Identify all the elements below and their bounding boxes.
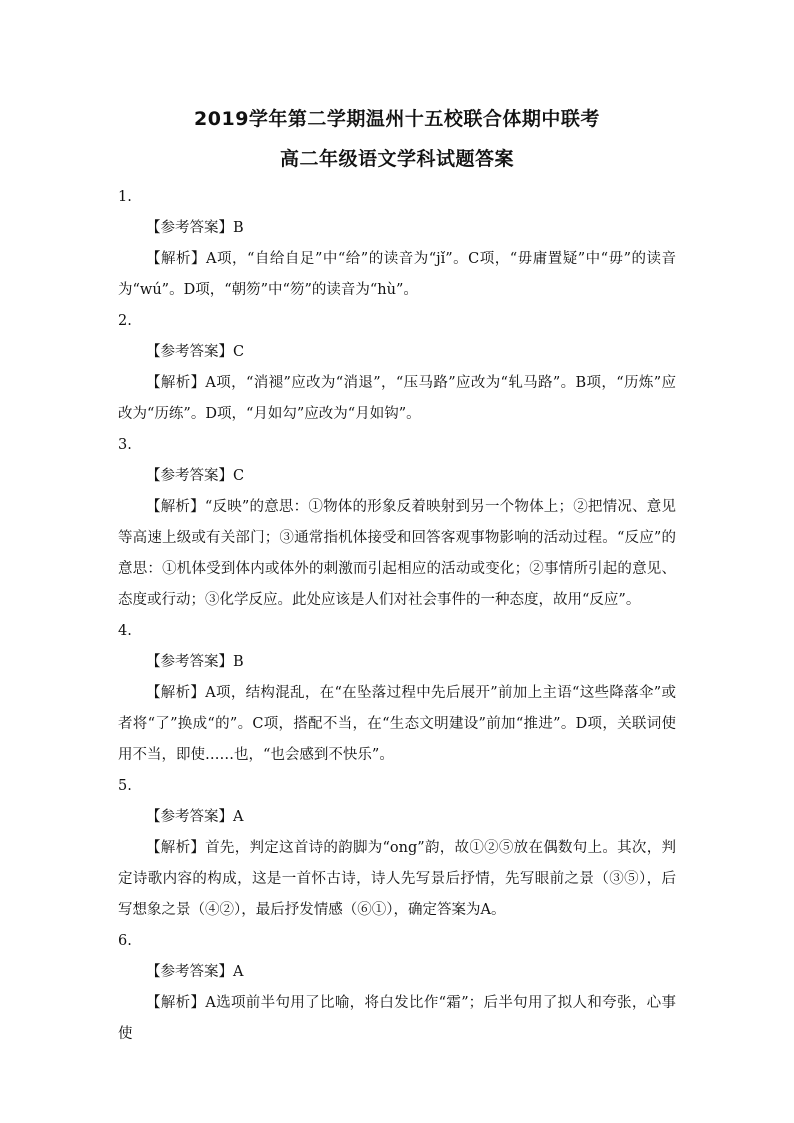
analysis-text: 【解析】首先，判定这首诗的韵脚为“ong”韵，故①②⑤放在偶数句上。其次，判定诗歌内容的构成，这是一首怀古诗，诗人先写景后抒情，先写眼前之景（③⑤），后写想象之景（④②），最后抒发情感（⑥①），确定答案为A。 <box>118 840 676 918</box>
document-subtitle: 高二年级语文学科试题答案 <box>279 148 514 170</box>
analysis-text: 【解析】A项，结构混乱，在“在坠落过程中先后展开”前加上主语“这些降落伞”或者将“了”换成“的”。C项，搭配不当，在“生态文明建设”前加“推进”。D项，关联词使用不当，即使……也，“也会感到不快乐”。 <box>118 685 676 763</box>
reference-answer: 【参考答案】B <box>146 654 244 670</box>
question-number: 4. <box>118 623 132 639</box>
question-number: 6. <box>118 933 132 949</box>
reference-answer: 【参考答案】C <box>146 344 245 360</box>
question-4 <box>118 616 676 771</box>
question-number: 3. <box>118 437 132 453</box>
question-2 <box>118 306 676 430</box>
analysis-text: 【解析】A项，“自给自足”中“给”的读音为“jǐ”。C项，“毋庸置疑”中“毋”的读音为“wú”。D项，“朝笏”中“笏”的读音为“hù”。 <box>118 251 676 298</box>
document-title: 2019学年第二学期温州十五校联合体期中联考 <box>194 108 600 130</box>
analysis-text: 【解析】A选项前半句用了比喻，将白发比作“霜”；后半句用了拟人和夸张，心事使 <box>118 995 676 1042</box>
analysis-text: 【解析】A项，“消褪”应改为“消退”，“压马路”应改为“轧马路”。B项，“历炼”应改为“历练”。D项，“月如勾”应改为“月如钩”。 <box>118 375 676 422</box>
question-5 <box>118 771 676 926</box>
question-number: 2. <box>118 313 132 329</box>
reference-answer: 【参考答案】B <box>146 220 244 236</box>
question-number: 1. <box>118 189 132 205</box>
question-number: 5. <box>118 778 132 794</box>
question-1 <box>118 182 676 306</box>
analysis-text: 【解析】“反映”的意思：①物体的形象反着映射到另一个物体上；②把情况、意见等高速上级或有关部门；③通常指机体接受和回答客观事物影响的活动过程。“反应”的意思：①机体受到体内或体外的刺激而引起相应的活动或变化；②事情所引起的意见、态度或行动；③化学反应。此处应该是人们对社会事件的一种态度，故用“反应”。 <box>118 499 676 608</box>
reference-answer: 【参考答案】A <box>146 809 244 825</box>
question-3 <box>118 430 676 616</box>
reference-answer: 【参考答案】A <box>146 964 244 980</box>
question-6 <box>118 926 676 1050</box>
reference-answer: 【参考答案】C <box>146 468 245 484</box>
